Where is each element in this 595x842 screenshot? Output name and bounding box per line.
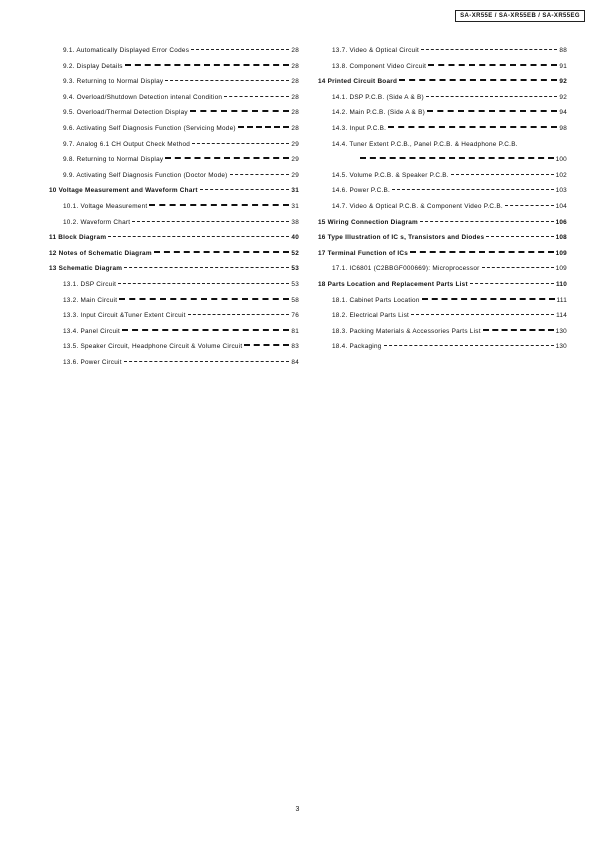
toc-entry[interactable] <box>318 63 567 79</box>
toc-entry[interactable] <box>318 187 567 203</box>
toc-entry-title: 18.3. Packing Materials & Accessories Parts List <box>332 327 481 335</box>
toc-entry-page: 109 <box>555 265 567 273</box>
toc-entry-page: 108 <box>555 234 567 242</box>
toc-right-column <box>318 47 567 359</box>
toc-entry-page: 83 <box>291 343 299 351</box>
toc-leader-line <box>410 251 554 253</box>
toc-entry-title: 9.1. Automatically Displayed Error Codes <box>63 47 190 54</box>
toc-entry-page: 40 <box>291 234 299 242</box>
toc-entry-page: 52 <box>291 249 299 257</box>
toc-entry-title: 18.1. Cabinet Parts Location <box>332 296 420 304</box>
toc-entry-page: 102 <box>555 171 567 179</box>
toc-entry-page: 130 <box>555 327 567 335</box>
toc-entry[interactable] <box>49 94 299 110</box>
toc-entry-title: 14.1. DSP P.C.B. (Side A & B) <box>332 93 424 101</box>
toc-entry-page: 29 <box>291 140 299 148</box>
toc-entry-page: 28 <box>291 47 299 54</box>
model-header: SA-XR55E / SA-XR55EB / SA-XR55EG <box>455 10 585 22</box>
toc-entry[interactable] <box>49 219 299 235</box>
toc-left-column <box>49 47 299 374</box>
toc-entry-title: 10 Voltage Measurement and Waveform Chart <box>49 187 198 195</box>
toc-entry-title: 14.7. Video & Optical P.C.B. & Component Video P.C.B. <box>332 202 503 210</box>
toc-entry[interactable] <box>49 172 299 188</box>
toc-entry-page: 111 <box>556 296 567 304</box>
toc-entry-title: 9.8. Returning to Normal Display <box>63 156 164 164</box>
toc-entry-page: 103 <box>555 187 567 195</box>
toc-entry-title: 18.4. Packaging <box>332 343 382 351</box>
toc-entry-page: 31 <box>291 202 299 210</box>
toc-entry-page: 92 <box>559 93 567 101</box>
toc-entry-title: 10.1. Voltage Measurement <box>63 202 148 210</box>
toc-entry-page: 28 <box>291 62 299 70</box>
toc-entry-title: 9.7. Analog 6.1 CH Output Check Method <box>63 140 191 148</box>
toc-leader-line <box>505 205 554 206</box>
toc-entry-page: 28 <box>291 109 299 117</box>
toc-entry-page: 109 <box>555 249 567 257</box>
toc-leader-line <box>238 126 290 128</box>
toc-leader-line <box>482 267 554 268</box>
toc-entry-title: 14 Printed Circuit Board <box>318 78 398 86</box>
toc-entry[interactable] <box>49 312 299 328</box>
toc-entry[interactable] <box>318 125 567 141</box>
toc-entry[interactable] <box>318 156 567 172</box>
toc-entry[interactable] <box>49 343 299 359</box>
toc-leader-line <box>483 329 554 331</box>
toc-entry-page: 94 <box>559 109 567 117</box>
toc-leader-line <box>426 96 557 97</box>
toc-entry-title: 17 Terminal Function of ICs <box>318 249 409 257</box>
toc-entry[interactable] <box>318 250 567 266</box>
toc-entry-page: 29 <box>291 171 299 179</box>
toc-leader-line <box>427 110 557 112</box>
toc-entry-title: 11 Block Diagram <box>49 234 107 242</box>
toc-entry[interactable] <box>49 250 299 266</box>
toc-entry-title: 13.7. Video & Optical Circuit <box>332 47 420 54</box>
toc-leader-line <box>165 80 289 81</box>
toc-entry-page: 100 <box>555 156 567 164</box>
toc-leader-line <box>224 96 289 97</box>
toc-entry[interactable] <box>318 265 567 281</box>
toc-entry-title: 15 Wiring Connection Diagram <box>318 218 418 226</box>
toc-leader-line <box>132 221 289 222</box>
toc-entry-title: 9.9. Activating Self Diagnosis Function (Doctor Mode) <box>63 171 228 179</box>
toc-entry-title: 14.5. Volume P.C.B. & Speaker P.C.B. <box>332 171 449 179</box>
toc-entry[interactable] <box>318 281 567 297</box>
toc-entry-page: 81 <box>291 327 299 335</box>
toc-entry-title: 14.6. Power P.C.B. <box>332 187 391 195</box>
toc-entry-page: 106 <box>555 218 567 226</box>
toc-entry-title: 13.8. Component Video Circuit <box>332 62 427 70</box>
toc-entry-title: 18 Parts Location and Replacement Parts List <box>318 280 468 288</box>
toc-leader-line <box>428 64 557 66</box>
toc-entry[interactable] <box>49 47 299 63</box>
toc-entry-page: 38 <box>291 218 299 226</box>
toc-leader-line <box>388 126 557 128</box>
toc-entry-page: 58 <box>291 296 299 304</box>
toc-leader-line <box>392 189 554 190</box>
toc-entry-title: 17.1. IC6801 (C2BBGF000669): Microprocessor <box>332 265 480 273</box>
toc-leader-line <box>421 49 557 50</box>
toc-entry-page: 84 <box>291 358 299 366</box>
toc-entry[interactable] <box>49 125 299 141</box>
toc-leader-line <box>165 157 289 159</box>
toc-entry[interactable] <box>318 219 567 235</box>
toc-entry-title: 9.6. Activating Self Diagnosis Function (Servicing Mode) <box>63 124 236 132</box>
toc-leader-line <box>190 110 290 112</box>
page-number: 3 <box>295 806 300 813</box>
toc-entry-title: 9.2. Display Details <box>63 62 123 70</box>
toc-entry-title: 13.1. DSP Circuit <box>63 280 117 288</box>
toc-leader-line <box>470 283 554 284</box>
toc-entry-title: 14.2. Main P.C.B. (Side A & B) <box>332 109 425 117</box>
toc-leader-line <box>108 236 289 237</box>
toc-entry-title: 16 Type Illustration of IC s, Transistors and Diodes <box>318 234 485 242</box>
toc-entry[interactable] <box>49 141 299 157</box>
toc-entry[interactable] <box>318 78 567 94</box>
toc-entry-title: 13.6. Power Circuit <box>63 358 122 366</box>
toc-entry-title: 13.3. Input Circuit &Tuner Extent Circuit <box>63 312 186 320</box>
toc-entry-page: 88 <box>559 47 567 54</box>
toc-entry-page: 28 <box>291 78 299 86</box>
toc-leader-line <box>420 221 554 222</box>
toc-entry[interactable] <box>318 94 567 110</box>
toc-entry-title: 18.2. Electrical Parts List <box>332 312 410 320</box>
toc-entry[interactable] <box>318 203 567 219</box>
toc-entry-title: 13 Schematic Diagram <box>49 265 123 273</box>
toc-entry[interactable] <box>49 328 299 344</box>
toc-leader-line <box>191 49 289 50</box>
toc-entry-title: 9.5. Overload/Thermal Detection Display <box>63 109 188 117</box>
toc-entry-page: 91 <box>559 62 567 70</box>
toc-leader-line <box>200 189 290 190</box>
toc-entry[interactable] <box>318 343 567 359</box>
toc-leader-line <box>360 157 554 159</box>
toc-entry-page: 76 <box>291 312 299 320</box>
toc-entry[interactable] <box>49 297 299 313</box>
toc-entry[interactable] <box>49 63 299 79</box>
toc-leader-line <box>192 143 289 144</box>
toc-entry-page: 92 <box>559 78 567 86</box>
toc-entry-title: 13.5. Speaker Circuit, Headphone Circuit & Volume Circuit <box>63 343 243 351</box>
toc-entry[interactable] <box>49 359 299 375</box>
toc-entry-page: 114 <box>556 312 567 320</box>
toc-entry[interactable] <box>49 109 299 125</box>
toc-entry[interactable] <box>318 328 567 344</box>
toc-leader-line <box>244 344 289 346</box>
toc-entry-page: 53 <box>291 280 299 288</box>
toc-entry-page: 53 <box>291 265 299 273</box>
toc-entry[interactable] <box>318 109 567 125</box>
toc-leader-line <box>188 314 290 315</box>
toc-entry-title: 12 Notes of Schematic Diagram <box>49 249 152 257</box>
toc-entry-title: 9.3. Returning to Normal Display <box>63 78 164 86</box>
toc-leader-line <box>384 345 554 346</box>
toc-leader-line <box>125 64 290 66</box>
toc-entry[interactable] <box>49 203 299 219</box>
toc-entry[interactable] <box>318 172 567 188</box>
toc-leader-line <box>124 267 289 268</box>
toc-leader-line <box>154 251 290 253</box>
toc-entry-title: 13.2. Main Circuit <box>63 296 118 304</box>
toc-leader-line <box>451 174 554 175</box>
toc-entry-page: 104 <box>555 202 567 210</box>
toc-leader-line <box>230 174 290 175</box>
toc-leader-line <box>119 298 289 300</box>
toc-entry-title: 14.4. Tuner Extent P.C.B., Panel P.C.B. & Headphone P.C.B. <box>332 140 518 148</box>
toc-entry-page: 130 <box>555 343 567 351</box>
toc-entry-title: 13.4. Panel Circuit <box>63 327 120 335</box>
toc-entry[interactable] <box>318 47 567 63</box>
toc-entry[interactable] <box>318 234 567 250</box>
toc-entry[interactable] <box>49 265 299 281</box>
toc-entry-title: 10.2. Waveform Chart <box>63 218 131 226</box>
toc-entry-page: 28 <box>291 124 299 132</box>
toc-entry-page: 29 <box>291 156 299 164</box>
toc-entry[interactable] <box>49 187 299 203</box>
toc-entry-page: 110 <box>555 280 567 288</box>
toc-entry-title: 14.3. Input P.C.B. <box>332 124 387 132</box>
toc-entry[interactable] <box>49 281 299 297</box>
toc-entry-title: 9.4. Overload/Shutdown Detection intenal Condition <box>63 93 223 101</box>
toc-leader-line <box>486 236 553 237</box>
toc-leader-line <box>411 314 554 315</box>
toc-entry[interactable] <box>318 312 567 328</box>
toc-leader-line <box>399 79 557 81</box>
toc-entry[interactable] <box>318 141 567 157</box>
toc-leader-line <box>118 283 289 284</box>
toc-entry-page: 31 <box>291 187 299 195</box>
toc-entry-page: 98 <box>559 124 567 132</box>
toc-leader-line <box>422 298 555 300</box>
toc-leader-line <box>149 204 289 206</box>
toc-entry[interactable] <box>49 78 299 94</box>
toc-entry-page: 28 <box>291 93 299 101</box>
toc-entry[interactable] <box>318 297 567 313</box>
toc-leader-line <box>124 361 290 362</box>
toc-entry[interactable] <box>49 156 299 172</box>
toc-entry[interactable] <box>49 234 299 250</box>
toc-leader-line <box>122 329 289 331</box>
